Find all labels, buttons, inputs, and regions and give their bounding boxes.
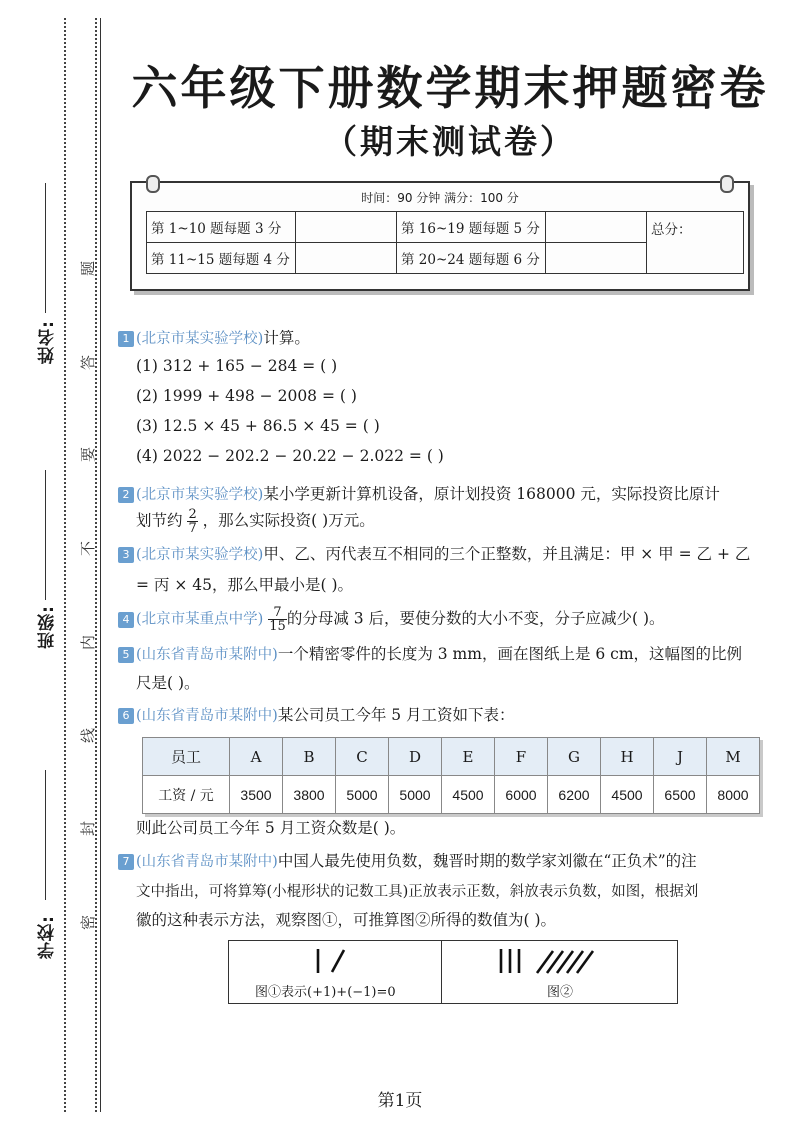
question-text: 的分母减 3 后，要使分数的大小不变，分子应减少( )。 [286,609,665,628]
score-blank[interactable] [296,212,397,243]
table-row [143,776,760,814]
figure-divider [441,941,442,1003]
calc-item-3: (3) 12.5 × 45 + 86.5 × 45 = ( ) [136,417,380,435]
question-text: 计算。 [263,329,310,347]
exam-time-info: 时间：90 分钟 满分：100 分 [361,191,519,205]
question-6-followup: 则此公司员工今年 5 月工资众数是( )。 [136,819,406,837]
table-cell: 8000 [707,776,760,814]
table-header-cell: M [707,738,760,776]
name-field [22,320,72,368]
seal-char: 要 [79,446,98,463]
class-field [22,605,72,653]
binding-dotted-line-2 [95,18,97,1112]
figure-1-caption: 图①表示(+1)+(−1)=0 [255,985,396,1000]
total-label: 总分： [651,222,692,238]
question-4 [118,606,665,633]
question-number-badge: 4 [118,612,134,628]
fraction [187,508,197,535]
table-cell: 4500 [442,776,495,814]
calc-item-1: (1) 312 + 165 − 284 = ( ) [136,357,338,375]
question-text: 某公司员工今年 5 月工资如下表： [277,706,515,724]
calc-item-2: (2) 1999 + 498 − 2008 = ( ) [136,387,357,405]
table-header-cell: E [442,738,495,776]
table-header-cell: D [389,738,442,776]
table-header-cell: B [283,738,336,776]
table-cell: 3500 [230,776,283,814]
fraction [268,606,287,633]
question-source: (北京市某实验学校) [136,547,264,563]
table-header-cell: H [601,738,654,776]
question-source: (北京市某实验学校) [136,487,264,503]
seal-char: 答 [79,354,98,371]
question-number-badge: 3 [118,547,134,563]
question-5-line-2: 尺是( )。 [136,674,200,692]
rod-figure-1-icon [229,941,441,981]
question-source: (山东省青岛市某附中) [136,647,278,663]
figure-2-caption: 图② [547,985,574,1000]
score-table [146,211,744,274]
page-title: 六年级下册数学期末押题密卷 [131,61,769,115]
table-header-cell: C [336,738,389,776]
question-3-line-2: = 丙 × 45，那么甲最小是( )。 [136,576,354,594]
class-blank[interactable] [22,470,72,600]
fraction-denominator: 7 [188,521,197,536]
question-text: 某小学更新计算机设备，原计划投资 168000 元，实际投资比原计 [263,485,720,503]
question-text: 甲、乙、丙代表互不相同的三个正整数，并且满足：甲 × 甲 = 乙 + 乙 [263,545,751,563]
table-cell: 6500 [654,776,707,814]
score-blank[interactable] [296,243,397,274]
score-rule: 第 20~24 题每题 6 分 [397,243,546,274]
question-text: 一个精密零件的长度为 3 mm，画在图纸上是 6 cm，这幅图的比例 [277,645,743,663]
question-source: (北京市某实验学校) [136,331,264,347]
score-rule: 第 1~10 题每题 3 分 [147,212,296,243]
rod-figure-2-icon [443,941,677,981]
seal-char: 内 [79,634,98,651]
question-7 [118,851,697,872]
page-subtitle: （期末测试卷） [324,122,576,161]
question-text: 中国人最先使用负数，魏晋时期的数学家刘徽在“正负术”的注 [277,852,697,870]
question-1 [118,328,310,349]
fraction-denominator: 15 [269,619,286,634]
name-label: 姓名: [37,320,58,364]
table-header-cell: A [230,738,283,776]
table-cell: 6200 [548,776,601,814]
question-7-line-3: 徽的这种表示方法，观察图①，可推算图②所得的数值为( )。 [136,911,557,929]
binding-solid-line [100,18,101,1112]
table-header-cell: 员工 [143,738,230,776]
total-score-cell[interactable] [647,212,744,274]
question-7-line-2: 文中指出，可将算筹(小棍形状的记数工具)正放表示正数，斜放表示负数，如图，根据刘 [136,884,699,900]
table-header-row [143,738,760,776]
table-header-cell: F [495,738,548,776]
question-6 [118,705,515,726]
question-2-line-2 [136,508,375,535]
table-cell: 工资 / 元 [143,776,230,814]
score-rule: 第 11~15 题每题 4 分 [147,243,296,274]
fraction-numerator: 2 [188,507,197,522]
question-5 [118,644,742,665]
question-3 [118,544,750,565]
question-number-badge: 1 [118,331,134,347]
salary-table [142,737,760,814]
name-blank[interactable] [22,183,72,313]
question-number-badge: 6 [118,708,134,724]
page-number: 第1页 [377,1091,423,1111]
fraction-numerator: 7 [268,606,287,620]
table-cell: 5000 [336,776,389,814]
table-cell: 4500 [601,776,654,814]
table-cell: 5000 [389,776,442,814]
question-source: (山东省青岛市某附中) [136,854,278,870]
class-label: 班级: [37,605,58,649]
school-blank[interactable] [22,770,72,900]
school-field [22,915,72,963]
question-text: ，那么实际投资( )万元。 [202,511,375,530]
score-board [130,181,750,291]
score-blank[interactable] [546,243,647,274]
table-cell: 6000 [495,776,548,814]
table-header-cell: G [548,738,601,776]
score-blank[interactable] [546,212,647,243]
seal-char: 封 [79,820,98,837]
calc-item-4: (4) 2022 − 202.2 − 20.22 − 2.022 = ( ) [136,447,444,465]
seal-char: 线 [79,727,98,744]
table-header-cell: J [654,738,707,776]
question-number-badge: 2 [118,487,134,503]
counting-rod-figure [228,940,678,1004]
score-rule: 第 16~19 题每题 5 分 [397,212,546,243]
table-cell: 3800 [283,776,336,814]
seal-char: 不 [79,540,98,557]
question-source: (北京市某重点中学) [136,611,264,628]
question-text: 划节约 [136,511,183,530]
question-2 [118,484,720,505]
seal-char: 题 [79,260,98,277]
question-number-badge: 5 [118,647,134,663]
question-source: (山东省青岛市某附中) [136,708,278,724]
question-number-badge: 7 [118,854,134,870]
seal-char: 密 [79,914,98,931]
school-label: 学校: [37,915,58,959]
